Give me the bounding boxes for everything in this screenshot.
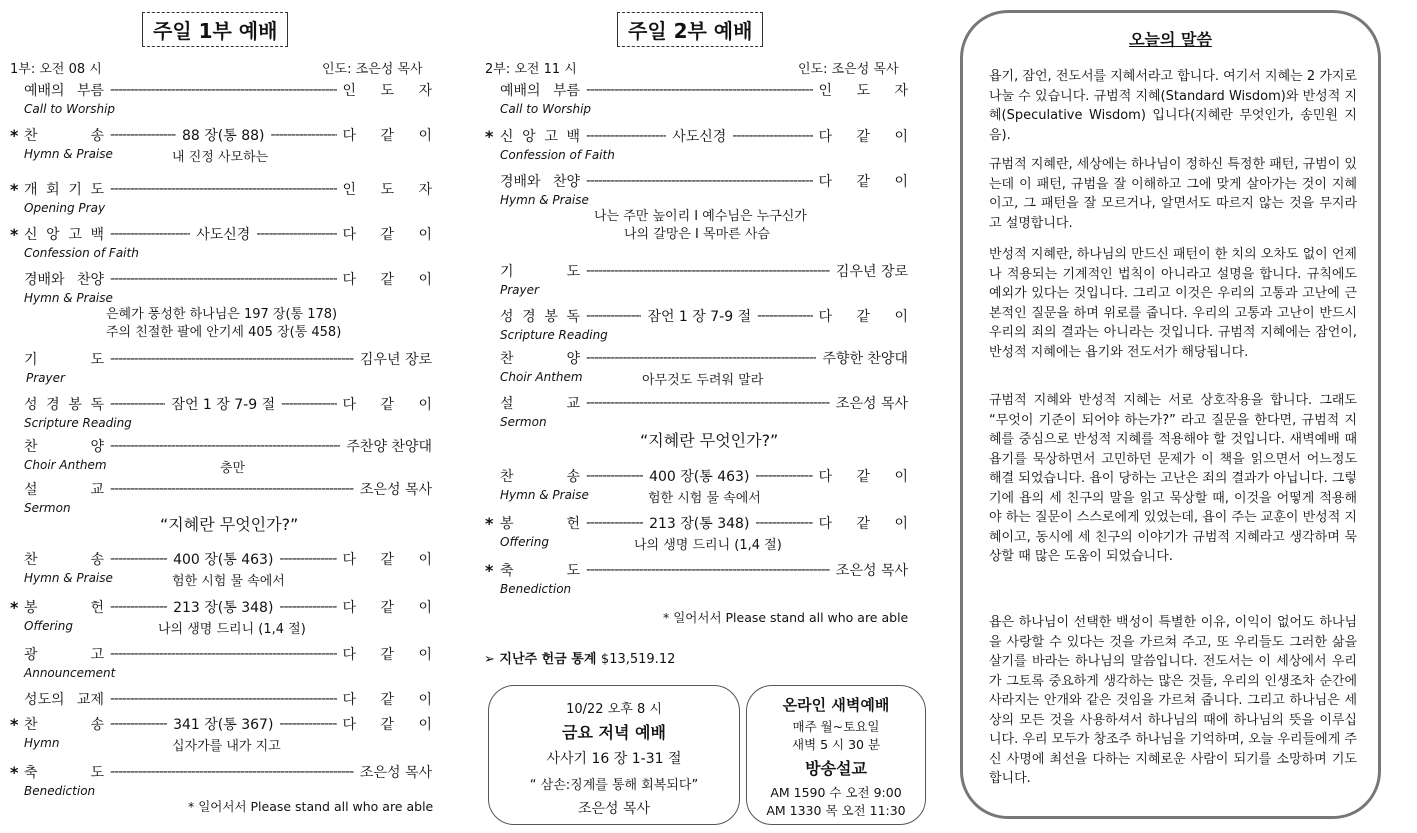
order-item-english: Choir Anthem xyxy=(24,458,107,472)
order-item xyxy=(500,348,908,368)
order-item xyxy=(10,597,442,617)
order-item-leader: 김우년 장로 xyxy=(359,352,432,368)
leader-dots xyxy=(110,551,167,567)
order-item-detail: 잠언 1 장 7-9 절 xyxy=(647,309,752,325)
order-item-leader: 다 같 이 xyxy=(818,309,918,325)
order-item-subtitle: 나는 주만 높이리 I 예수님은 누구신가 xyxy=(594,209,807,224)
order-item-leader: 조은성 목사 xyxy=(359,482,432,498)
radio-schedule-2: AM 1330 목 오전 11:30 xyxy=(766,803,906,818)
today-word-paragraph-4: 규범적 지혜와 반성적 지혜는 서로 상호작용을 합니다. 그래도 “무엇이 기준이 되어야 하는가?” 라고 질문을 한다면, 규범적 지혜를 중심으로 반성적 지혜를 적용해야 할 것입니다. 새벽예배 때 욥기를 묵상하면서 고민하던 문제가 이 책을 읽으면서 어느정도 해결 되었습니다. 욥이 당하는 고난은 죄의 결과가 아닙니다. 그렇기에 욥의 세 친구의 말을 읽고 묵상할 때, 이것을 어떻게 적용해야 하는 질문이 스스로에게 있었는데, 욥이 주는 교훈이 반성적 지혜이고, 동시에 세 친구의 이야기가 규범적 지혜라고 생각하며 묵상할 때 많은 도움이 되었습니다. xyxy=(989,393,1357,564)
leader-dots xyxy=(755,515,812,531)
standing-marker: * xyxy=(10,224,19,244)
order-item-leader: 다 같 이 xyxy=(342,600,442,616)
leader-dots xyxy=(110,351,354,367)
order-item-title: 신 앙 고 백 xyxy=(24,227,104,243)
order-item-leader: 다 같 이 xyxy=(342,227,442,243)
order-item xyxy=(500,261,908,281)
leader-dots xyxy=(110,691,337,707)
order-item-title: 찬 송 xyxy=(500,469,580,485)
order-item-leader: 인 도 자 xyxy=(818,83,918,99)
offering-stats xyxy=(484,648,675,667)
order-item-title: 설 교 xyxy=(24,482,104,498)
service2-title: 주일 2부 예배 xyxy=(617,12,763,47)
service1-sermon-title: “지혜란 무엇인가?” xyxy=(160,515,299,534)
order-item-english: Call to Worship xyxy=(24,102,116,116)
friday-date: 10/22 오후 8 시 xyxy=(566,702,662,717)
order-item-subtitle: 험한 시험 물 속에서 xyxy=(172,574,285,589)
order-item-english: Scripture Reading xyxy=(500,328,608,342)
order-item-leader: 다 같 이 xyxy=(342,647,442,663)
order-item xyxy=(24,689,442,709)
service2-time: 2부: 오전 11 시 xyxy=(485,62,577,77)
online-days: 매주 월~토요일 xyxy=(792,719,880,734)
order-item-leader: 다 같 이 xyxy=(818,516,918,532)
order-item-subtitle: 충만 xyxy=(220,461,246,476)
leader-dots xyxy=(586,562,830,578)
order-item-title: 예배의 부름 xyxy=(24,83,104,99)
order-item-english: Offering xyxy=(500,535,549,549)
order-item xyxy=(10,125,442,145)
order-item-title: 성 경 봉 독 xyxy=(500,309,580,325)
order-item xyxy=(500,306,918,326)
order-item-leader: 다 같 이 xyxy=(342,397,442,413)
order-item xyxy=(500,80,918,100)
leader-dots xyxy=(279,551,336,567)
order-item-leader: 다 같 이 xyxy=(342,128,442,144)
order-item-leader: 다 같 이 xyxy=(818,174,918,190)
friday-title: 금요 저녁 예배 xyxy=(562,723,666,742)
order-item xyxy=(24,349,432,369)
order-item-english: Offering xyxy=(24,619,73,633)
order-item-title: 기 도 xyxy=(500,264,580,280)
order-item-title: 설 교 xyxy=(500,396,580,412)
order-item-title: 성 경 봉 독 xyxy=(24,397,104,413)
order-item-title: 기 도 xyxy=(24,352,104,368)
order-item-subtitle: 은혜가 풍성한 하나님은 197 장(통 178) xyxy=(106,307,338,322)
order-item-title: 축 도 xyxy=(24,765,104,781)
order-item-title: 광 고 xyxy=(24,647,104,663)
order-item xyxy=(485,126,918,146)
order-item-detail: 400 장(통 463) xyxy=(173,552,274,568)
order-item-leader: 다 같 이 xyxy=(818,129,918,145)
leader-dots xyxy=(279,716,336,732)
leader-dots xyxy=(110,181,337,197)
order-item xyxy=(24,644,442,664)
leader-dots xyxy=(586,515,643,531)
order-item xyxy=(500,393,908,413)
order-item-title: 경배와 찬양 xyxy=(500,174,580,190)
order-item-title: 찬 송 xyxy=(24,717,104,733)
leader-dots xyxy=(256,226,336,242)
order-item-english: Benediction xyxy=(500,582,572,596)
order-item-detail: 341 장(통 367) xyxy=(173,717,274,733)
leader-dots xyxy=(586,128,666,144)
order-item-title: 개 회 기 도 xyxy=(24,182,104,198)
friday-theme: “ 삼손:징계를 통해 회복되다” xyxy=(529,778,699,793)
order-item xyxy=(24,549,442,569)
broadcast-title: 방송설교 xyxy=(805,759,867,778)
standing-marker: * xyxy=(10,125,19,145)
order-item-leader: 다 같 이 xyxy=(342,717,442,733)
order-item-detail: 사도신경 xyxy=(196,227,251,243)
order-item-english: Confession of Faith xyxy=(500,148,615,162)
today-word-paragraph-2: 규범적 지혜란, 세상에는 하나님이 정하신 특정한 패턴, 규범이 있는데 이 패턴, 규범을 잘 이해하고 그에 맞게 살아가는 것이 지혜이고, 그 패턴을 잘 모르거나, 알면서도 따르지 않는 것을 무지라고 설명합니다. xyxy=(989,157,1357,231)
order-item-subtitle: 나의 생명 드리니 (1,4 절) xyxy=(158,622,306,637)
order-item xyxy=(24,269,442,289)
leader-dots xyxy=(110,82,337,98)
standing-marker: * xyxy=(485,126,494,146)
order-item-title: 찬 양 xyxy=(24,439,104,455)
order-item-english: Call to Worship xyxy=(500,102,592,116)
standing-marker: * xyxy=(10,597,19,617)
leader-dots xyxy=(110,396,165,412)
leader-dots xyxy=(586,468,643,484)
order-item-leader: 조은성 목사 xyxy=(835,396,908,412)
order-item xyxy=(485,513,918,533)
order-item xyxy=(24,436,432,456)
order-item-leader: 다 같 이 xyxy=(342,692,442,708)
friday-preacher: 조은성 목사 xyxy=(577,801,651,817)
service1-leader: 인도: 조은성 목사 xyxy=(322,62,423,77)
leader-dots xyxy=(586,263,830,279)
standing-marker: * xyxy=(485,560,494,580)
leader-dots xyxy=(110,438,340,454)
order-item-title: 봉 헌 xyxy=(500,516,580,532)
leader-dots xyxy=(110,481,354,497)
order-item xyxy=(10,179,442,199)
online-service-box xyxy=(746,685,926,825)
order-item-english: Confession of Faith xyxy=(24,246,139,260)
order-item xyxy=(10,714,442,734)
service2-leader: 인도: 조은성 목사 xyxy=(798,62,899,77)
order-item xyxy=(24,80,442,100)
friday-service-box xyxy=(488,685,740,825)
friday-scripture: 사사기 16 장 1-31 절 xyxy=(546,751,682,767)
leader-dots xyxy=(281,396,336,412)
order-item-english: Benediction xyxy=(24,784,96,798)
order-item-title: 축 도 xyxy=(500,563,580,579)
order-item-leader: 다 같 이 xyxy=(818,469,918,485)
order-item-subtitle: 나의 갈망은 I 목마른 사슴 xyxy=(624,227,770,242)
service1-column xyxy=(0,0,445,833)
leader-dots xyxy=(732,128,812,144)
order-item-leader: 인 도 자 xyxy=(342,83,442,99)
order-item-title: 예배의 부름 xyxy=(500,83,580,99)
leader-dots xyxy=(110,599,167,615)
leader-dots xyxy=(586,82,813,98)
leader-dots xyxy=(755,468,812,484)
order-item xyxy=(10,762,432,782)
leader-dots xyxy=(110,716,167,732)
order-item-leader: 주향한 찬양대 xyxy=(822,351,908,367)
standing-marker: * xyxy=(485,513,494,533)
order-item-english: Hymn & Praise xyxy=(500,193,589,207)
order-item-title: 경배와 찬양 xyxy=(24,272,104,288)
online-title: 온라인 새벽예배 xyxy=(782,696,890,714)
leader-dots xyxy=(110,226,190,242)
order-item-english: Scripture Reading xyxy=(24,416,132,430)
leader-dots xyxy=(586,308,641,324)
order-item-detail: 88 장(통 88) xyxy=(182,128,265,144)
order-item-detail: 400 장(통 463) xyxy=(649,469,750,485)
order-item xyxy=(24,394,442,414)
order-item-subtitle: 내 진정 사모하는 xyxy=(172,150,269,165)
leader-dots xyxy=(586,173,813,189)
order-item-title: 신 앙 고 백 xyxy=(500,129,580,145)
order-item-leader: 조은성 목사 xyxy=(359,765,432,781)
today-word-paragraph-1: 욥기, 잠언, 전도서를 지혜서라고 합니다. 여기서 지혜는 2 가지로 나눌 수 있습니다. 규범적 지혜(Standard Wisdom)와 반성적 지혜(Speculative Wisdom) 입니다(지혜란 무엇인가, 송민원 지음). xyxy=(989,69,1357,143)
leader-dots xyxy=(110,127,176,143)
order-item xyxy=(10,224,442,244)
leader-dots xyxy=(110,271,337,287)
service1-stand-note: * 일어서서 Please stand all who are able xyxy=(188,799,434,814)
order-item-title: 찬 송 xyxy=(24,552,104,568)
order-item-subtitle: 십자가를 내가 지고 xyxy=(172,739,281,754)
order-item-detail: 213 장(통 348) xyxy=(649,516,750,532)
order-item-english: Choir Anthem xyxy=(500,370,583,384)
order-item-english: Hymn & Praise xyxy=(24,147,113,161)
leader-dots xyxy=(757,308,812,324)
order-item-subtitle: 아무것도 두려워 말라 xyxy=(642,373,764,388)
service2-sermon-title: “지혜란 무엇인가?” xyxy=(640,431,779,450)
order-item xyxy=(24,479,432,499)
order-item-title: 봉 헌 xyxy=(24,600,104,616)
order-item-english: Hymn & Praise xyxy=(500,488,589,502)
order-item-title: 찬 송 xyxy=(24,128,104,144)
leader-dots xyxy=(586,395,830,411)
order-item xyxy=(485,560,908,580)
order-item-leader: 다 같 이 xyxy=(342,552,442,568)
order-item-detail: 사도신경 xyxy=(672,129,727,145)
service2-stand-note: * 일어서서 Please stand all who are able xyxy=(663,610,909,625)
order-item-leader: 주찬양 찬양대 xyxy=(346,439,432,455)
service1-time: 1부: 오전 08 시 xyxy=(10,62,102,77)
today-word-panel xyxy=(960,10,1381,819)
leader-dots xyxy=(586,350,816,366)
order-item-subtitle: 나의 생명 드리니 (1,4 절) xyxy=(634,538,782,553)
order-item-leader: 인 도 자 xyxy=(342,182,442,198)
order-item-detail: 잠언 1 장 7-9 절 xyxy=(171,397,276,413)
order-item-english: Hymn & Praise xyxy=(24,571,113,585)
standing-marker: * xyxy=(10,762,19,782)
order-item xyxy=(500,466,918,486)
order-item-english: Opening Pray xyxy=(24,201,106,215)
order-item-subtitle: 험한 시험 물 속에서 xyxy=(648,491,761,506)
order-item-leader: 김우년 장로 xyxy=(835,264,908,280)
order-item-english: Hymn xyxy=(24,736,60,750)
today-word-paragraph-5: 욥은 하나님이 선택한 백성이 특별한 이유, 이익이 없어도 하나님을 사랑할 수 있다는 것을 가르쳐 주고, 또 우리들도 그러한 삶을 살기를 바라는 하나님의 말씀입니다. 전도서는 이 세상에서 우리가 그토록 중요하게 생각하는 많은 것들, 우리의 인생조차 순간에 사라지는 안개와 같은 것임을 가르쳐 줍니다. 그리고 하나님은 세상의 모든 것을 사용하셔서 하나님의 때에 하나님의 뜻을 이루십니다. 우리 모두가 창조주 하나님을 기억하며, 오늘 우리들에게 주신 사명에 최선을 다하는 지혜로운 사람이 되기를 소망하며 기도합니다. xyxy=(989,615,1357,786)
service2-column xyxy=(470,0,920,833)
order-item-leader: 조은성 목사 xyxy=(835,563,908,579)
order-item-english: Hymn & Praise xyxy=(24,291,113,305)
leader-dots xyxy=(271,127,337,143)
order-item-detail: 213 장(통 348) xyxy=(173,600,274,616)
online-time: 새벽 5 시 30 분 xyxy=(791,737,881,752)
order-item-english: Prayer xyxy=(500,283,539,297)
order-item-leader: 다 같 이 xyxy=(342,272,442,288)
order-item xyxy=(500,171,918,191)
leader-dots xyxy=(110,764,354,780)
leader-dots xyxy=(110,646,337,662)
order-item-english: Sermon xyxy=(24,501,71,515)
order-item-title: 찬 양 xyxy=(500,351,580,367)
order-item-title: 성도의 교제 xyxy=(24,692,104,708)
standing-marker: * xyxy=(10,714,19,734)
offering-label: ➢ 지난주 헌금 통계 xyxy=(484,652,597,667)
leader-dots xyxy=(279,599,336,615)
offering-amount: $13,519.12 xyxy=(600,652,676,667)
order-item-english: Sermon xyxy=(500,415,547,429)
today-word-paragraph-3: 반성적 지혜란, 하나님의 만드신 패턴이 한 치의 오차도 없이 언제나 적용되는 기계적인 법칙이 아니라고 설명을 합니다. 규칙에도 예외가 있다는 것입니다. 그리고 이것은 우리의 고통과 고난에 근본적인 질문을 하며 위로를 줍니다. 우리의 고통과 고난이 반드시 우리의 죄의 결과는 아니라는 것입니다. 규범적 지혜에는 잠언이, 반성적 지혜에는 욥기와 전도서가 해당됩니다. xyxy=(989,247,1357,360)
radio-schedule-1: AM 1590 수 오전 9:00 xyxy=(770,785,902,800)
today-word-title: 오늘의 말씀 xyxy=(1129,30,1212,49)
order-item-english: Prayer xyxy=(26,371,65,385)
standing-marker: * xyxy=(10,179,19,199)
order-item-subtitle: 주의 친절한 팔에 안기세 405 장(통 458) xyxy=(106,325,342,340)
service1-title: 주일 1부 예배 xyxy=(142,12,288,47)
order-item-english: Announcement xyxy=(24,666,116,680)
